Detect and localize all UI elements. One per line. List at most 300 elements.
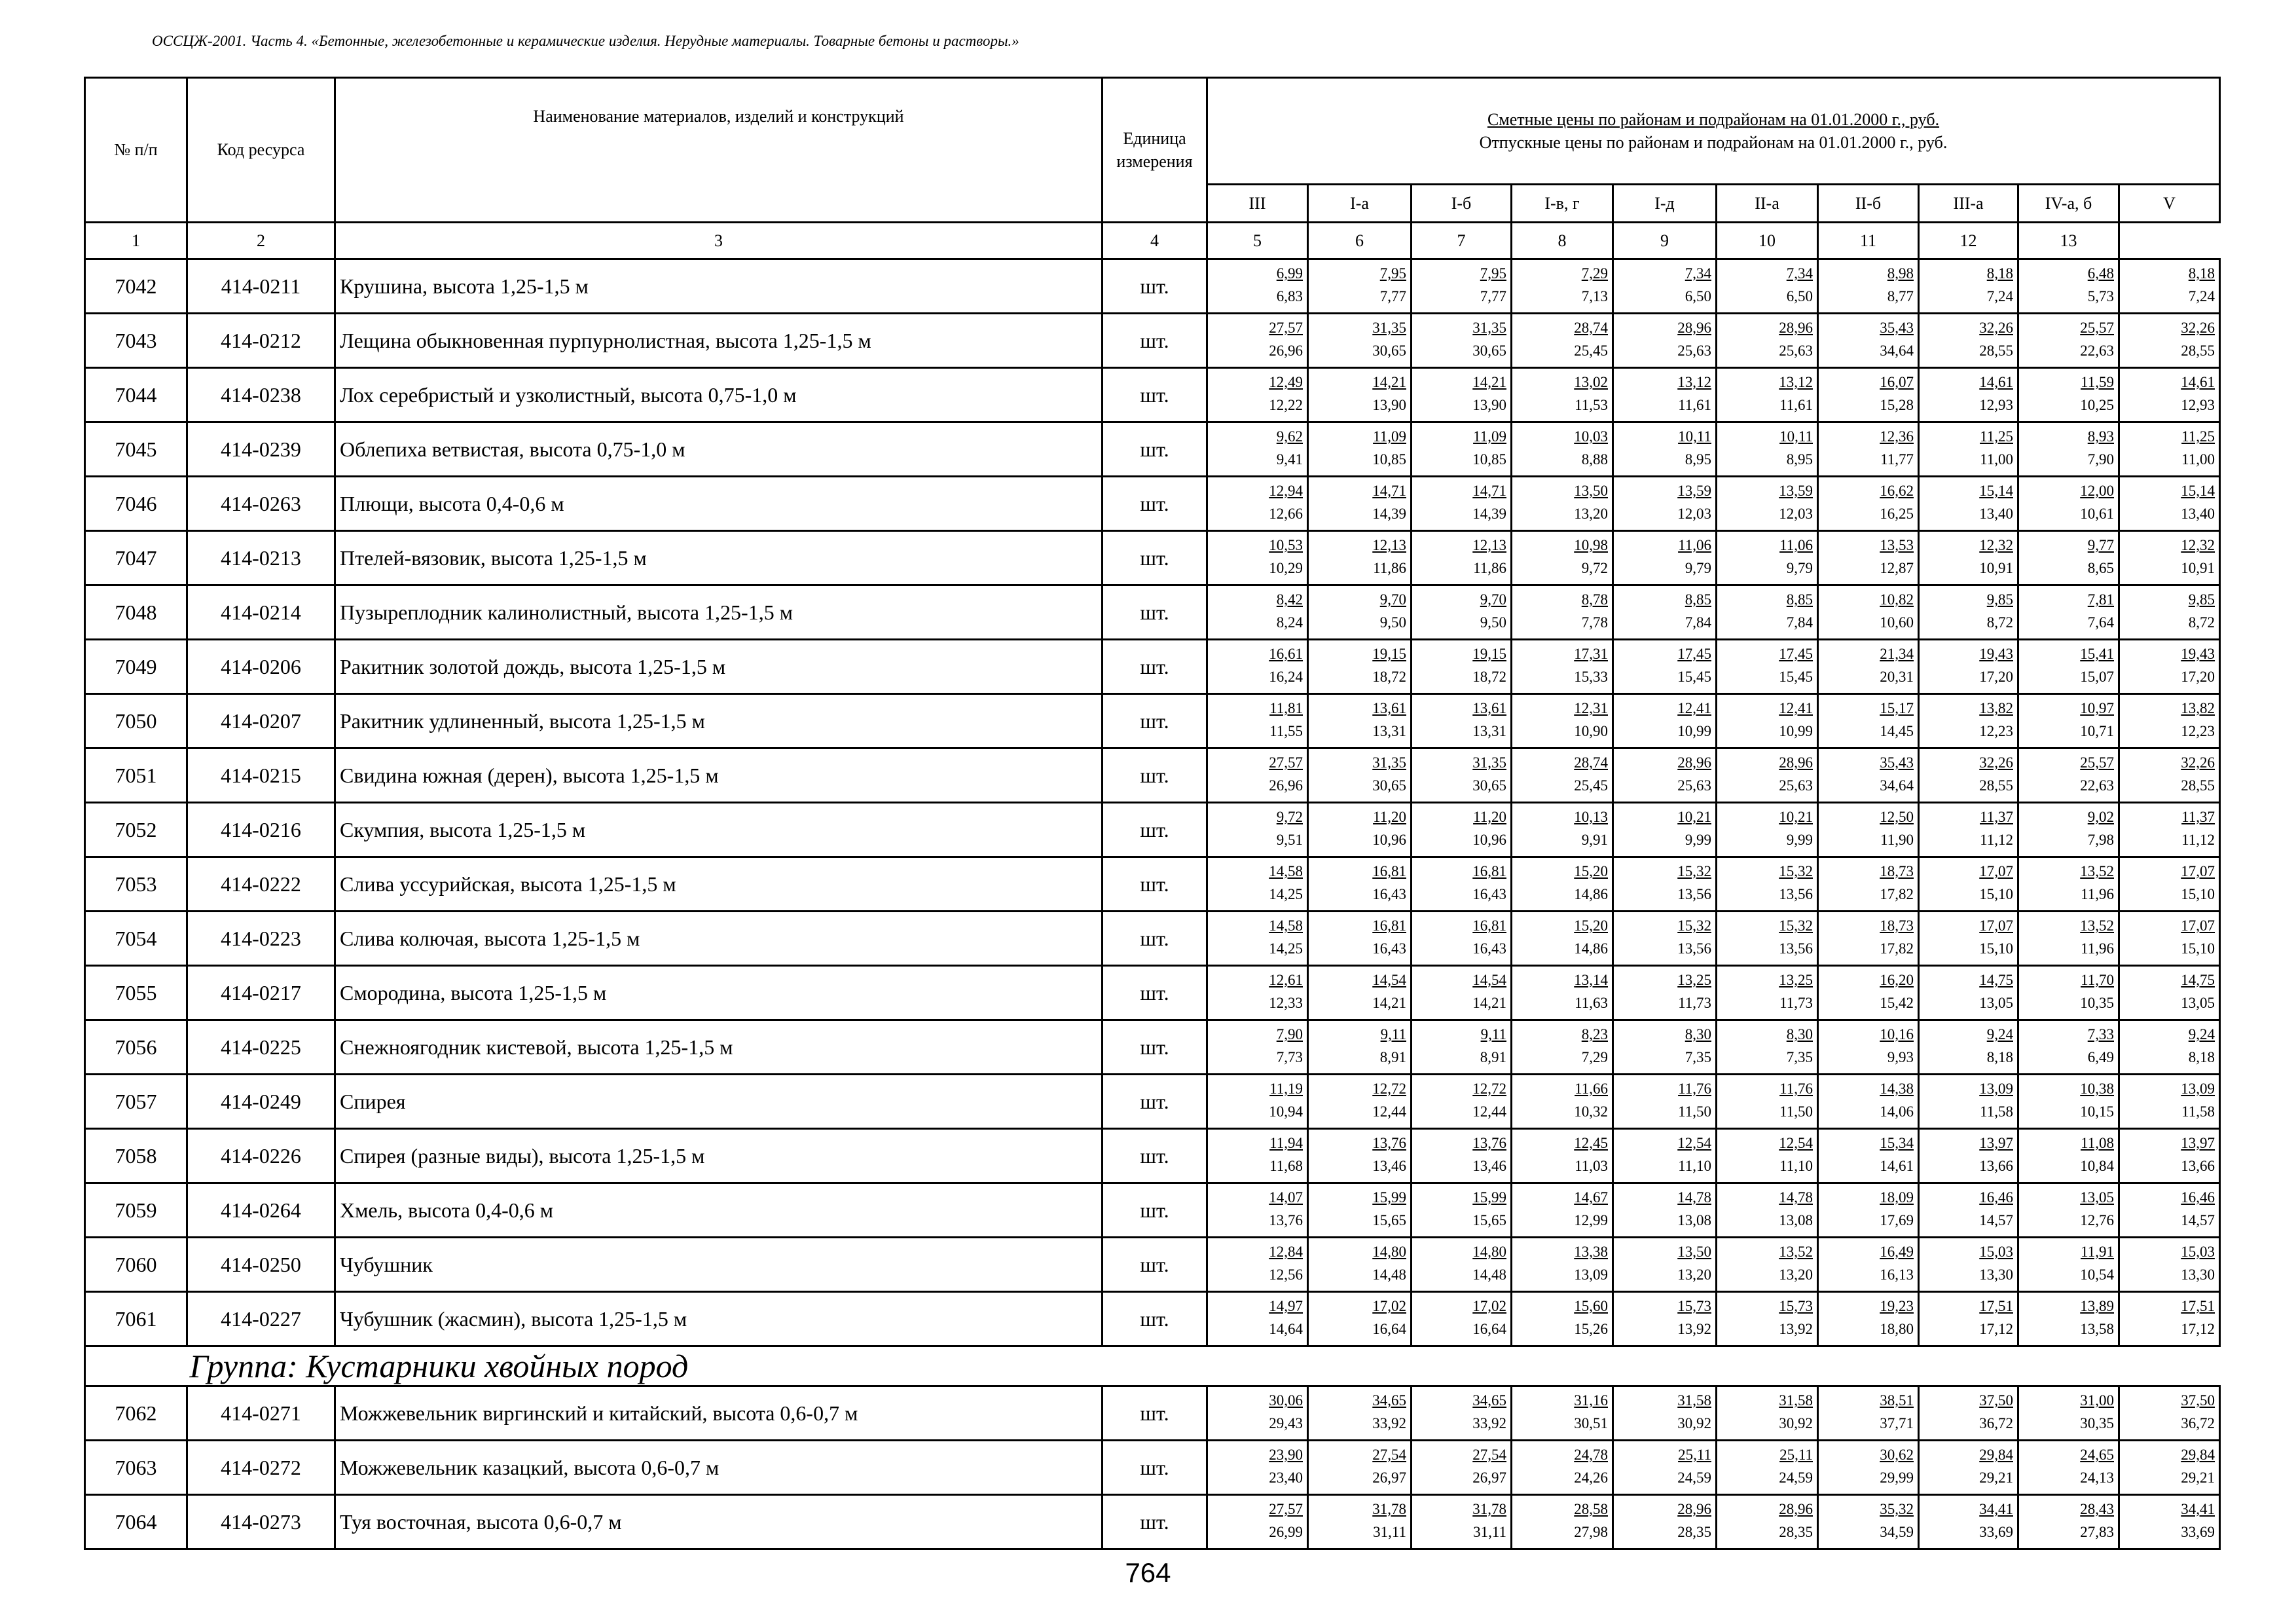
price-cell bbox=[2018, 531, 2119, 585]
estimated-price: 11,09 bbox=[1473, 428, 1506, 445]
release-price: 24,13 bbox=[2080, 1469, 2114, 1486]
price-cell bbox=[1818, 259, 1919, 314]
release-price: 15,28 bbox=[1880, 397, 1914, 413]
estimated-price: 11,25 bbox=[1980, 428, 2013, 445]
estimated-price: 11,19 bbox=[1269, 1080, 1303, 1097]
estimated-price: 14,67 bbox=[1574, 1189, 1608, 1206]
price-cell bbox=[1919, 694, 2018, 748]
release-price: 12,44 bbox=[1472, 1103, 1506, 1120]
table-row bbox=[85, 585, 2220, 640]
price-cell bbox=[1412, 1441, 1512, 1495]
price-cell bbox=[1717, 259, 1818, 314]
resource-code: 414-0212 bbox=[187, 314, 335, 368]
header-region: V bbox=[2119, 185, 2220, 223]
estimated-price: 32,26 bbox=[1979, 320, 2013, 336]
table-row bbox=[85, 259, 2220, 314]
price-cell bbox=[1717, 1292, 1818, 1346]
release-price: 25,63 bbox=[1677, 342, 1711, 359]
estimated-price: 12,61 bbox=[1269, 972, 1303, 988]
resource-code: 414-0227 bbox=[187, 1292, 335, 1346]
price-cell bbox=[1207, 1386, 1308, 1441]
estimated-price: 8,98 bbox=[1887, 265, 1914, 282]
release-price: 15,33 bbox=[1574, 669, 1608, 685]
estimated-price: 16,61 bbox=[1269, 646, 1303, 662]
price-cell bbox=[1613, 259, 1717, 314]
release-price: 16,43 bbox=[1372, 940, 1406, 957]
price-cell bbox=[1919, 1292, 2018, 1346]
release-price: 11,61 bbox=[1779, 397, 1813, 413]
price-cell bbox=[1717, 803, 1818, 857]
release-price: 11,68 bbox=[1269, 1158, 1303, 1174]
price-cell bbox=[1613, 694, 1717, 748]
release-price: 15,45 bbox=[1677, 669, 1711, 685]
price-cell bbox=[1207, 314, 1308, 368]
release-price: 13,31 bbox=[1472, 723, 1506, 739]
price-cell bbox=[1207, 1292, 1308, 1346]
price-cell bbox=[1919, 1386, 2018, 1441]
release-price: 8,88 bbox=[1581, 451, 1608, 468]
release-price: 10,96 bbox=[1472, 832, 1506, 848]
estimated-price: 28,96 bbox=[1677, 320, 1711, 336]
price-cell bbox=[1717, 748, 1818, 803]
unit: шт. bbox=[1102, 1129, 1207, 1183]
release-price: 14,21 bbox=[1372, 995, 1406, 1011]
release-price: 13,40 bbox=[1979, 506, 2013, 522]
price-cell bbox=[2119, 803, 2220, 857]
estimated-price: 12,72 bbox=[1472, 1080, 1506, 1097]
estimated-price: 15,20 bbox=[1574, 863, 1608, 879]
release-price: 13,05 bbox=[1979, 995, 2013, 1011]
estimated-price: 13,61 bbox=[1472, 700, 1506, 716]
estimated-price: 12,13 bbox=[1472, 537, 1506, 553]
estimated-price: 15,20 bbox=[1574, 917, 1608, 934]
release-price: 11,61 bbox=[1678, 397, 1711, 413]
unit: шт. bbox=[1102, 531, 1207, 585]
release-price: 13,92 bbox=[1677, 1321, 1711, 1337]
price-cell bbox=[1412, 1129, 1512, 1183]
release-price: 33,92 bbox=[1372, 1415, 1406, 1431]
release-price: 7,77 bbox=[1480, 288, 1506, 304]
release-price: 26,96 bbox=[1269, 777, 1303, 794]
resource-code: 414-0213 bbox=[187, 531, 335, 585]
estimated-price: 14,71 bbox=[1472, 483, 1506, 499]
estimated-price: 10,21 bbox=[1779, 809, 1813, 825]
estimated-price: 13,05 bbox=[2080, 1189, 2114, 1206]
release-price: 25,63 bbox=[1779, 777, 1813, 794]
release-price: 13,92 bbox=[1779, 1321, 1813, 1337]
group-row-spacer bbox=[85, 1346, 187, 1386]
release-price: 11,10 bbox=[1678, 1158, 1711, 1174]
price-cell bbox=[2119, 1386, 2220, 1441]
price-cell bbox=[1412, 1238, 1512, 1292]
estimated-price: 31,00 bbox=[2080, 1392, 2114, 1409]
price-cell bbox=[1512, 585, 1613, 640]
release-price: 12,22 bbox=[1269, 397, 1303, 413]
table-row bbox=[85, 1495, 2220, 1549]
release-price: 27,98 bbox=[1574, 1524, 1608, 1540]
estimated-price: 14,75 bbox=[2181, 972, 2215, 988]
estimated-price: 13,09 bbox=[1979, 1080, 2013, 1097]
price-cell bbox=[1412, 803, 1512, 857]
price-cell bbox=[1717, 912, 1818, 966]
estimated-price: 14,71 bbox=[1372, 483, 1406, 499]
estimated-price: 13,82 bbox=[1979, 700, 2013, 716]
estimated-price: 10,98 bbox=[1574, 537, 1608, 553]
column-number: 5 bbox=[1207, 223, 1308, 259]
estimated-price: 19,23 bbox=[1880, 1298, 1914, 1314]
header-num: № п/п bbox=[85, 78, 187, 223]
estimated-price: 11,37 bbox=[1980, 809, 2013, 825]
release-price: 14,45 bbox=[1880, 723, 1914, 739]
header-unit: Единица измерения bbox=[1102, 78, 1207, 223]
price-cell bbox=[1308, 531, 1412, 585]
resource-code: 414-0215 bbox=[187, 748, 335, 803]
price-cell bbox=[1717, 1075, 1818, 1129]
price-cell bbox=[1818, 857, 1919, 912]
price-cell bbox=[1613, 912, 1717, 966]
release-price: 7,90 bbox=[2087, 451, 2114, 468]
price-cell bbox=[1412, 531, 1512, 585]
price-cell bbox=[2119, 531, 2220, 585]
estimated-price: 25,57 bbox=[2080, 754, 2114, 771]
resource-code: 414-0271 bbox=[187, 1386, 335, 1441]
unit: шт. bbox=[1102, 1441, 1207, 1495]
material-name: Плющи, высота 0,4-0,6 м bbox=[335, 477, 1102, 531]
release-price: 29,99 bbox=[1880, 1469, 1914, 1486]
release-price: 8,95 bbox=[1786, 451, 1813, 468]
estimated-price: 24,65 bbox=[2080, 1447, 2114, 1463]
release-price: 14,39 bbox=[1472, 506, 1506, 522]
release-price: 13,09 bbox=[1574, 1266, 1608, 1283]
table-row bbox=[85, 368, 2220, 422]
release-price: 13,20 bbox=[1574, 506, 1608, 522]
estimated-price: 7,29 bbox=[1581, 265, 1608, 282]
release-price: 12,87 bbox=[1880, 560, 1914, 576]
price-cell bbox=[1308, 640, 1412, 694]
estimated-price: 25,57 bbox=[2080, 320, 2114, 336]
table-row bbox=[85, 477, 2220, 531]
price-cell bbox=[1412, 857, 1512, 912]
release-price: 11,58 bbox=[1980, 1103, 2013, 1120]
price-cell bbox=[1412, 1386, 1512, 1441]
price-cell bbox=[2018, 1292, 2119, 1346]
release-price: 29,21 bbox=[1979, 1469, 2013, 1486]
estimated-price: 15,03 bbox=[1979, 1244, 2013, 1260]
release-price: 6,50 bbox=[1685, 288, 1711, 304]
estimated-price: 16,81 bbox=[1372, 863, 1406, 879]
estimated-price: 7,90 bbox=[1276, 1026, 1303, 1043]
release-price: 9,50 bbox=[1379, 614, 1406, 631]
price-cell bbox=[1919, 966, 2018, 1020]
estimated-price: 16,46 bbox=[1979, 1189, 2013, 1206]
release-price: 30,35 bbox=[2080, 1415, 2114, 1431]
release-price: 8,24 bbox=[1276, 614, 1303, 631]
estimated-price: 15,73 bbox=[1779, 1298, 1813, 1314]
price-cell bbox=[1717, 1495, 1818, 1549]
price-cell bbox=[1818, 912, 1919, 966]
price-cell bbox=[2018, 748, 2119, 803]
column-number: 7 bbox=[1412, 223, 1512, 259]
resource-code: 414-0250 bbox=[187, 1238, 335, 1292]
price-cell bbox=[1207, 422, 1308, 477]
price-cell bbox=[1818, 1386, 1919, 1441]
price-cell bbox=[2018, 803, 2119, 857]
estimated-price: 14,97 bbox=[1269, 1298, 1303, 1314]
price-cell bbox=[1818, 531, 1919, 585]
table-row bbox=[85, 1386, 2220, 1441]
table-row bbox=[85, 803, 2220, 857]
estimated-price: 35,32 bbox=[1880, 1501, 1914, 1517]
estimated-price: 13,09 bbox=[2181, 1080, 2215, 1097]
price-cell bbox=[1512, 1183, 1613, 1238]
row-number: 7062 bbox=[85, 1386, 187, 1441]
price-cell bbox=[1818, 640, 1919, 694]
price-cell bbox=[1412, 1292, 1512, 1346]
estimated-price: 15,32 bbox=[1677, 917, 1711, 934]
estimated-price: 14,80 bbox=[1472, 1244, 1506, 1260]
price-cell bbox=[1308, 1020, 1412, 1075]
release-price: 5,73 bbox=[2087, 288, 2114, 304]
resource-code: 414-0222 bbox=[187, 857, 335, 912]
release-price: 23,40 bbox=[1269, 1469, 1303, 1486]
release-price: 10,96 bbox=[1372, 832, 1406, 848]
material-name: Снежноягодник кистевой, высота 1,25-1,5 м bbox=[335, 1020, 1102, 1075]
release-price: 34,64 bbox=[1880, 777, 1914, 794]
estimated-price: 25,11 bbox=[1779, 1447, 1813, 1463]
price-cell bbox=[1512, 368, 1613, 422]
material-name: Лох серебристый и узколистный, высота 0,75-1,0 м bbox=[335, 368, 1102, 422]
release-price: 8,91 bbox=[1379, 1049, 1406, 1065]
release-price: 7,73 bbox=[1276, 1049, 1303, 1065]
price-cell bbox=[2119, 1129, 2220, 1183]
estimated-price: 7,34 bbox=[1786, 265, 1813, 282]
estimated-price: 15,34 bbox=[1880, 1135, 1914, 1151]
release-price: 25,45 bbox=[1574, 777, 1608, 794]
release-price: 13,46 bbox=[1472, 1158, 1506, 1174]
release-price: 17,12 bbox=[2181, 1321, 2215, 1337]
estimated-price: 13,82 bbox=[2181, 700, 2215, 716]
price-cell bbox=[1207, 1441, 1308, 1495]
price-cell bbox=[1613, 477, 1717, 531]
estimated-price: 14,61 bbox=[2181, 374, 2215, 390]
price-cell bbox=[1308, 694, 1412, 748]
price-cell bbox=[1207, 477, 1308, 531]
estimated-price: 34,65 bbox=[1472, 1392, 1506, 1409]
estimated-price: 10,21 bbox=[1677, 809, 1711, 825]
row-number: 7054 bbox=[85, 912, 187, 966]
price-cell bbox=[1613, 857, 1717, 912]
estimated-price: 31,35 bbox=[1472, 320, 1506, 336]
unit: шт. bbox=[1102, 1292, 1207, 1346]
estimated-price: 13,14 bbox=[1574, 972, 1608, 988]
release-price: 10,29 bbox=[1269, 560, 1303, 576]
release-price: 12,93 bbox=[1979, 397, 2013, 413]
estimated-price: 15,73 bbox=[1677, 1298, 1711, 1314]
release-price: 9,99 bbox=[1786, 832, 1813, 848]
price-cell bbox=[1717, 966, 1818, 1020]
estimated-price: 7,81 bbox=[2087, 591, 2114, 608]
estimated-price: 16,49 bbox=[1880, 1244, 1914, 1260]
price-cell bbox=[2119, 857, 2220, 912]
release-price: 24,59 bbox=[1779, 1469, 1813, 1486]
estimated-price: 29,84 bbox=[1979, 1447, 2013, 1463]
release-price: 15,45 bbox=[1779, 669, 1813, 685]
estimated-price: 24,78 bbox=[1574, 1447, 1608, 1463]
unit: шт. bbox=[1102, 314, 1207, 368]
release-price: 7,24 bbox=[2188, 288, 2215, 304]
release-price: 28,35 bbox=[1779, 1524, 1813, 1540]
release-price: 28,55 bbox=[2181, 777, 2215, 794]
estimated-price: 17,07 bbox=[1979, 917, 2013, 934]
estimated-price: 8,85 bbox=[1786, 591, 1813, 608]
price-cell bbox=[1613, 422, 1717, 477]
price-cell bbox=[2119, 1020, 2220, 1075]
price-cell bbox=[1412, 912, 1512, 966]
price-cell bbox=[2119, 585, 2220, 640]
price-cell bbox=[1308, 1075, 1412, 1129]
table-row bbox=[85, 912, 2220, 966]
release-price: 30,65 bbox=[1472, 777, 1506, 794]
price-cell bbox=[1512, 422, 1613, 477]
price-cell bbox=[1818, 966, 1919, 1020]
estimated-price: 31,58 bbox=[1677, 1392, 1711, 1409]
estimated-price: 13,53 bbox=[1880, 537, 1914, 553]
table-row bbox=[85, 1292, 2220, 1346]
release-price: 17,12 bbox=[1979, 1321, 2013, 1337]
material-name: Ракитник удлиненный, высота 1,25-1,5 м bbox=[335, 694, 1102, 748]
release-price: 11,90 bbox=[1880, 832, 1914, 848]
estimated-price: 12,32 bbox=[1979, 537, 2013, 553]
estimated-price: 25,11 bbox=[1678, 1447, 1711, 1463]
release-price: 13,08 bbox=[1779, 1212, 1813, 1228]
row-number: 7047 bbox=[85, 531, 187, 585]
release-price: 10,71 bbox=[2080, 723, 2114, 739]
release-price: 16,64 bbox=[1372, 1321, 1406, 1337]
release-price: 13,66 bbox=[1979, 1158, 2013, 1174]
estimated-price: 12,84 bbox=[1269, 1244, 1303, 1260]
estimated-price: 21,34 bbox=[1880, 646, 1914, 662]
price-cell bbox=[1717, 694, 1818, 748]
release-price: 30,65 bbox=[1472, 342, 1506, 359]
estimated-price: 13,97 bbox=[2181, 1135, 2215, 1151]
price-cell bbox=[1919, 1238, 2018, 1292]
price-cell bbox=[1207, 531, 1308, 585]
estimated-price: 8,30 bbox=[1685, 1026, 1711, 1043]
release-price: 15,65 bbox=[1372, 1212, 1406, 1228]
release-price: 10,94 bbox=[1269, 1103, 1303, 1120]
price-cell bbox=[1717, 857, 1818, 912]
header-name: Наименование материалов, изделий и конструкций bbox=[335, 78, 1102, 223]
price-cell bbox=[1207, 259, 1308, 314]
release-price: 9,50 bbox=[1480, 614, 1506, 631]
header-code: Код ресурса bbox=[187, 78, 335, 223]
estimated-price: 12,72 bbox=[1372, 1080, 1406, 1097]
estimated-price: 18,73 bbox=[1880, 917, 1914, 934]
estimated-price: 8,30 bbox=[1786, 1026, 1813, 1043]
release-price: 13,08 bbox=[1677, 1212, 1711, 1228]
release-price: 13,05 bbox=[2181, 995, 2215, 1011]
estimated-price: 11,81 bbox=[1269, 700, 1303, 716]
price-cell bbox=[1613, 314, 1717, 368]
table-row bbox=[85, 1075, 2220, 1129]
price-cell bbox=[1818, 1441, 1919, 1495]
price-cell bbox=[2119, 966, 2220, 1020]
price-cell bbox=[1412, 1183, 1512, 1238]
estimated-price: 15,99 bbox=[1472, 1189, 1506, 1206]
release-price: 11,00 bbox=[2181, 451, 2215, 468]
estimated-price: 10,03 bbox=[1574, 428, 1608, 445]
estimated-price: 15,32 bbox=[1677, 863, 1711, 879]
estimated-price: 19,43 bbox=[1979, 646, 2013, 662]
unit: шт. bbox=[1102, 857, 1207, 912]
release-price: 30,65 bbox=[1372, 342, 1406, 359]
price-cell bbox=[2018, 422, 2119, 477]
estimated-price: 31,35 bbox=[1372, 320, 1406, 336]
price-cell bbox=[1207, 966, 1308, 1020]
estimated-price: 34,65 bbox=[1372, 1392, 1406, 1409]
resource-code: 414-0223 bbox=[187, 912, 335, 966]
release-price: 28,55 bbox=[1979, 777, 2013, 794]
price-cell bbox=[1613, 803, 1717, 857]
unit: шт. bbox=[1102, 1183, 1207, 1238]
estimated-price: 7,34 bbox=[1685, 265, 1711, 282]
price-cell bbox=[2119, 1238, 2220, 1292]
release-price: 9,51 bbox=[1276, 832, 1303, 848]
estimated-price: 13,52 bbox=[2080, 917, 2114, 934]
estimated-price: 11,76 bbox=[1678, 1080, 1711, 1097]
estimated-price: 7,95 bbox=[1379, 265, 1406, 282]
release-price: 12,03 bbox=[1677, 506, 1711, 522]
header-price-title-line2: Отпускные цены по районам и подрайонам на 01.01.2000 г., руб. bbox=[1479, 133, 1948, 152]
estimated-price: 15,14 bbox=[1979, 483, 2013, 499]
release-price: 24,26 bbox=[1574, 1469, 1608, 1486]
price-cell bbox=[1207, 1238, 1308, 1292]
material-name: Туя восточная, высота 0,6-0,7 м bbox=[335, 1495, 1102, 1549]
price-cell bbox=[2018, 966, 2119, 1020]
estimated-price: 28,96 bbox=[1779, 1501, 1813, 1517]
column-number: 4 bbox=[1102, 223, 1207, 259]
unit: шт. bbox=[1102, 694, 1207, 748]
price-cell bbox=[1717, 585, 1818, 640]
column-number: 10 bbox=[1717, 223, 1818, 259]
header-region: II-б bbox=[1818, 185, 1919, 223]
material-name: Спирея (разные виды), высота 1,25-1,5 м bbox=[335, 1129, 1102, 1183]
estimated-price: 13,76 bbox=[1472, 1135, 1506, 1151]
price-cell bbox=[1308, 1386, 1412, 1441]
price-cell bbox=[1512, 912, 1613, 966]
resource-code: 414-0249 bbox=[187, 1075, 335, 1129]
release-price: 31,11 bbox=[1373, 1524, 1406, 1540]
estimated-price: 11,20 bbox=[1473, 809, 1506, 825]
estimated-price: 14,61 bbox=[1979, 374, 2013, 390]
price-cell bbox=[1818, 368, 1919, 422]
estimated-price: 27,57 bbox=[1269, 320, 1303, 336]
price-cell bbox=[1512, 1075, 1613, 1129]
estimated-price: 31,35 bbox=[1472, 754, 1506, 771]
resource-code: 414-0211 bbox=[187, 259, 335, 314]
estimated-price: 15,14 bbox=[2181, 483, 2215, 499]
price-cell bbox=[1613, 1129, 1717, 1183]
estimated-price: 11,76 bbox=[1779, 1080, 1813, 1097]
estimated-price: 17,02 bbox=[1472, 1298, 1506, 1314]
release-price: 14,61 bbox=[1880, 1158, 1914, 1174]
release-price: 18,80 bbox=[1880, 1321, 1914, 1337]
price-cell bbox=[2018, 585, 2119, 640]
release-price: 14,21 bbox=[1472, 995, 1506, 1011]
release-price: 16,43 bbox=[1472, 886, 1506, 902]
table-row bbox=[85, 531, 2220, 585]
release-price: 13,56 bbox=[1779, 940, 1813, 957]
